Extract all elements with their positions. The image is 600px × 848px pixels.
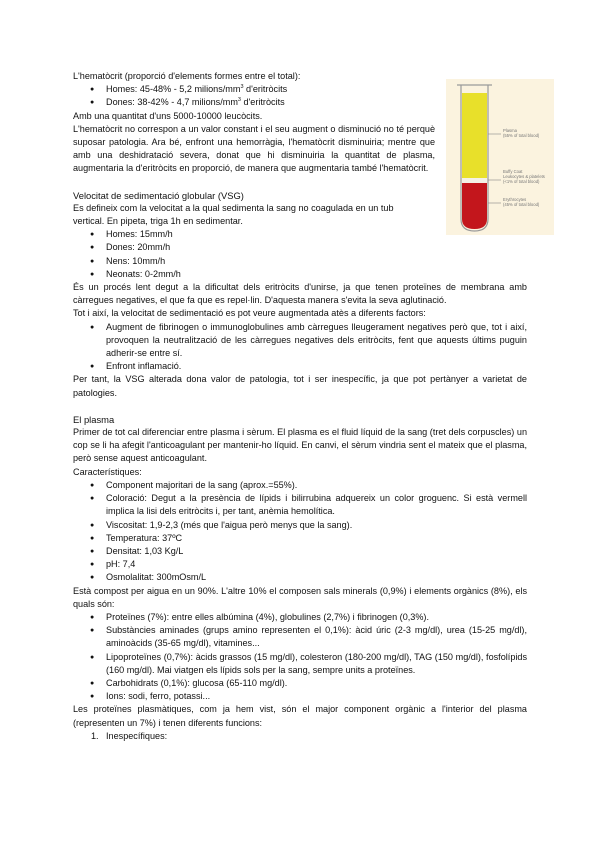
organics-list	[73, 611, 527, 703]
list-item: ● Proteïnes (7%): entre elles albúmina (4%), globulines (2,7%) i fibrinogen (0,3%).	[106, 611, 527, 624]
list-item: ● Lipoproteïnes (0,7%): àcids grassos (15 mg/dl), colesteron (180-200 mg/dl), TAG (150 mg/dl), fosfolípids (160 mg/dl). Mai viatgen els lípids sols per la sang, sempre units a proteïnes.	[106, 651, 527, 677]
proteins-paragraph: Les proteïnes plasmàtiques, com ja hem vist, són el major component orgànic a l'interior del plasma (representen un 7%) i tenen diferents funcions:	[73, 704, 527, 728]
list-item: ● Enfront inflamació.	[106, 360, 527, 373]
vsg-factors-list	[73, 321, 527, 374]
plasma-heading: El plasma	[73, 413, 115, 425]
list-item: ● Component majoritari de la sang (aprox.=55%).	[106, 479, 527, 492]
list-item: ● Osmolalitat: 300mOsm/L	[106, 571, 527, 584]
vsg-conclusion: Per tant, la VSG alterada dona valor de patologia, tot i ser inespecífic, ja que pot pertànyer a varietat de patologies.	[73, 374, 527, 398]
list-item: ● Viscositat: 1,9-2,3 (més que l'aigua però menys que la sang).	[106, 519, 527, 532]
buffy-label: Buffy Coat	[503, 169, 523, 174]
buffy-coat-layer	[462, 178, 487, 183]
plasma-percent-label: (55% of total blood)	[503, 133, 540, 138]
erythrocyte-percent-label: (45% of total blood)	[503, 202, 540, 207]
hematocrit-intro: L'hematòcrit (proporció d'elements formes entre el total):	[73, 71, 301, 81]
list-item: ● Carbohidrats (0,1%): glucosa (65-110 mg/dl).	[106, 677, 527, 690]
vsg-intro-line-1: Es defineix com la velocitat a la qual sedimenta la sang no coagulada en un tub	[73, 202, 394, 213]
list-item: ● Coloració: Degut a la presència de lípids i bilirrubina adquereix un color groguenc. Si està vermell implica la lisi dels eritròcits i, per tant, anèmia hemolítica.	[106, 492, 527, 518]
hematocrit-paragraph: L'hematòcrit no correspon a un valor constant i el seu augment o disminució no té perquè suposar patologia. Ara bé, enfront una hemorràgia, l'hematòcrit disminuiria; mentre que amb una deshidratació severa, donat que hi disminuiria la quantitat de plasma, augmentaria la d'eritròcits en proporció, de manera que augmentaria també l'hematòcrit.	[73, 123, 435, 174]
hematocrit-values-list	[73, 83, 435, 109]
list-item: ● Substàncies aminades (grups amino representen el 0,1%): àcid úric (2-3 mg/dl), urea (15-25 mg/dl), aminoàcids (35-65 mg/dl), vitamines...	[106, 624, 527, 650]
list-item: ● pH: 7,4	[106, 558, 527, 571]
composition-paragraph: Està compost per aigua en un 90%. L'altre 10% el composen sals minerals (0,9%) i elements orgànics (8%), els quals són:	[73, 585, 527, 609]
list-item: ● Augment de fibrinogen o immunoglobulines amb càrregues lleugerament negatives però que, tot i així, provoquen la neutralització de les càrregues negatives dels eritròcits, fent que aquests últims puguin adherir-se entre sí.	[106, 321, 527, 361]
plasma-intro: Primer de tot cal diferenciar entre plasma i sèrum. El plasma es el fluid líquid de la sang (tret dels corpuscles) un cop se li ha afegit l'anticoagulant per mantenir-ho líquid. En canvi, el sèrum vindria sent el mateix que el plasma, però sense aquest anticoagulant.	[73, 427, 527, 464]
list-item: ● Nens: 10mm/h	[106, 255, 527, 268]
buffy-sub-label: Leukocytes & platelets	[503, 174, 545, 179]
vsg-intro-line-2: vertical. En pipeta, triga 1h en sedimentar.	[73, 216, 243, 227]
list-item: ● Temperatura: 37ºC	[106, 532, 527, 545]
leucocits-text: Amb una quantitat d'uns 5000-10000 leucòcits.	[73, 110, 263, 121]
plasma-label: Plasma	[503, 128, 517, 133]
vsg-factors-intro: Tot i així, la velocitat de sedimentació es pot veure augmentada atès a diferents factors:	[73, 308, 426, 319]
hematocrit-homes: ● Homes: 45-48% - 5,2 milions/$mm^3$ d'eritròcits	[106, 83, 435, 96]
erythrocyte-label: Erythrocytes	[503, 197, 527, 202]
characteristics-title: Característiques:	[73, 466, 142, 477]
functions-list	[73, 730, 527, 743]
list-item: ● Dones: 20mm/h	[106, 241, 527, 254]
list-item: ● Densitat: 1,03 Kg/L	[106, 545, 527, 558]
plasma-layer	[462, 93, 487, 178]
list-item: ● Homes: 15mm/h	[106, 228, 527, 241]
vsg-values-list	[73, 228, 527, 281]
vsg-paragraph: És un procés lent degut a la dificultat dels eritròcits d'unirse, ja que tenen proteïnes de membrana amb càrregues negatives, el que fa que es repel·lin. D'aquesta manera s'evita la seva aglutinació.	[73, 282, 527, 306]
vsg-heading: Velocitat de sedimentació globular (VSG)	[73, 189, 244, 201]
characteristics-list	[73, 479, 527, 585]
list-item: ● Ions: sodi, ferro, potassi...	[106, 690, 527, 703]
list-item: ● Neonats: 0-2mm/h	[106, 268, 527, 281]
buffy-percent-label: (<1% of total blood)	[503, 179, 540, 184]
hematocrit-dones: ● Dones: 38-42% - 4,7 milions/$mm^3$ d'eritròcits	[106, 96, 435, 109]
list-item: 1. Inespecífiques:	[106, 730, 527, 743]
